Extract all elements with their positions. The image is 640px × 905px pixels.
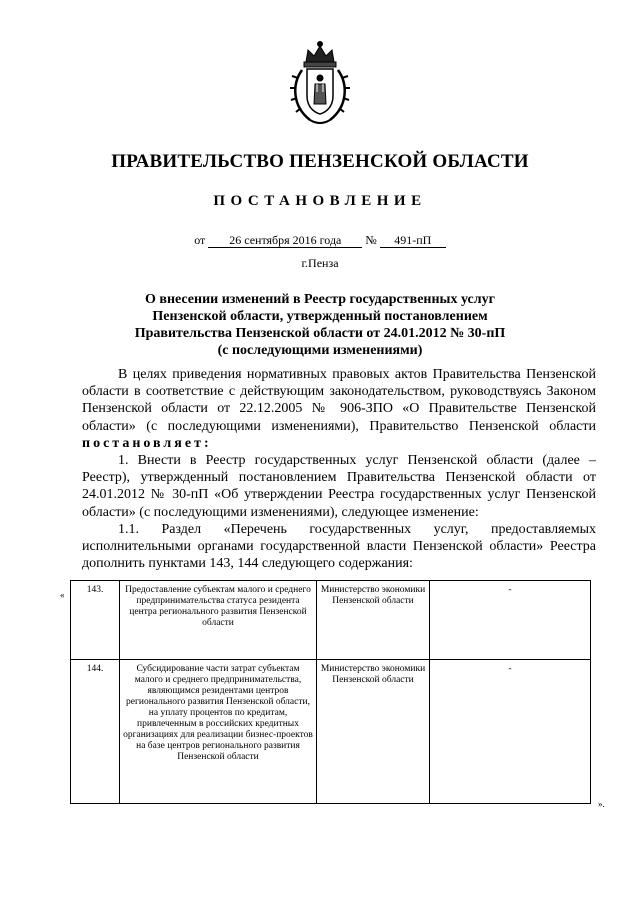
table-row [71,660,591,804]
resolves-keyword: постановляет: [82,435,212,451]
coat-of-arms-emblem [288,40,352,126]
subject-line: Пензенской области, утвержденный постановлением [152,309,488,324]
city-name: г.Пенза [301,256,339,270]
row-number: 143. [71,581,120,660]
clause-1-1-paragraph: 1.1. Раздел «Перечень государственных услуг, предоставляемых исполнительными органами государственной власти Пензенской области» Реестра дополнить пунктами 143, 144 следующего содержания: [82,521,596,572]
preamble-text: В целях приведения нормативных правовых актов Правительства Пензенской области в соответствие с действующим законодательством, руководствуясь Законом Пензенской области от 22.12.2005 № 906-ЗПО «О Правительстве Пензенской области» (с последующими изменениями), Правительство Пензенской области [82,367,596,434]
decree-subject [100,291,540,359]
extra-cell: - [430,581,591,660]
authority-name: Министерство экономики Пензенской области [317,660,430,804]
service-name: Субсидирование части затрат субъектам малого и среднего предпринимательства, являющимся резидентами центров регионального развития Пензенской области, на уплату процентов по кредитам, привлеченным в российских кредитных организациях для реализации бизнес-проектов на базе центров регионального развития Пензенской области [120,660,317,804]
row-number: 144. [71,660,120,804]
date-prefix: от [194,233,206,247]
opening-quote: « [60,590,65,600]
closing-quote: ». [598,799,605,809]
preamble-paragraph [82,366,596,452]
decree-body [82,366,596,572]
date-number-line [0,233,640,248]
number-prefix: № [365,233,377,247]
decree-date: 26 сентября 2016 года [208,234,362,248]
document-type-title: ПОСТАНОВЛЕНИЕ [213,193,427,209]
service-name: Предоставление субъектам малого и среднего предпринимательства статуса резидента центра регионального развития Пензенской области [120,581,317,660]
subject-line: Правительства Пензенской области от 24.01.2012 № 30-пП [134,326,506,341]
extra-cell: - [430,660,591,804]
subject-line: О внесении изменений в Реестр государственных услуг [145,292,495,307]
clause-1-paragraph: 1. Внести в Реестр государственных услуг Пензенской области (далее – Реестр), утвержденный постановлением Правительства Пензенской области от 24.01.2012 № 30-пП «Об утверждении Реестра государственных услуг Пензенской области» (с последующими изменениями), следующее изменение: [82,453,596,520]
subject-line: (с последующими изменениями) [217,343,423,358]
organization-title: ПРАВИТЕЛЬСТВО ПЕНЗЕНСКОЙ ОБЛАСТИ [111,151,529,172]
decree-number: 491-пП [380,234,446,248]
table-row [71,581,591,660]
authority-name: Министерство экономики Пензенской области [317,581,430,660]
registry-table [70,580,591,804]
